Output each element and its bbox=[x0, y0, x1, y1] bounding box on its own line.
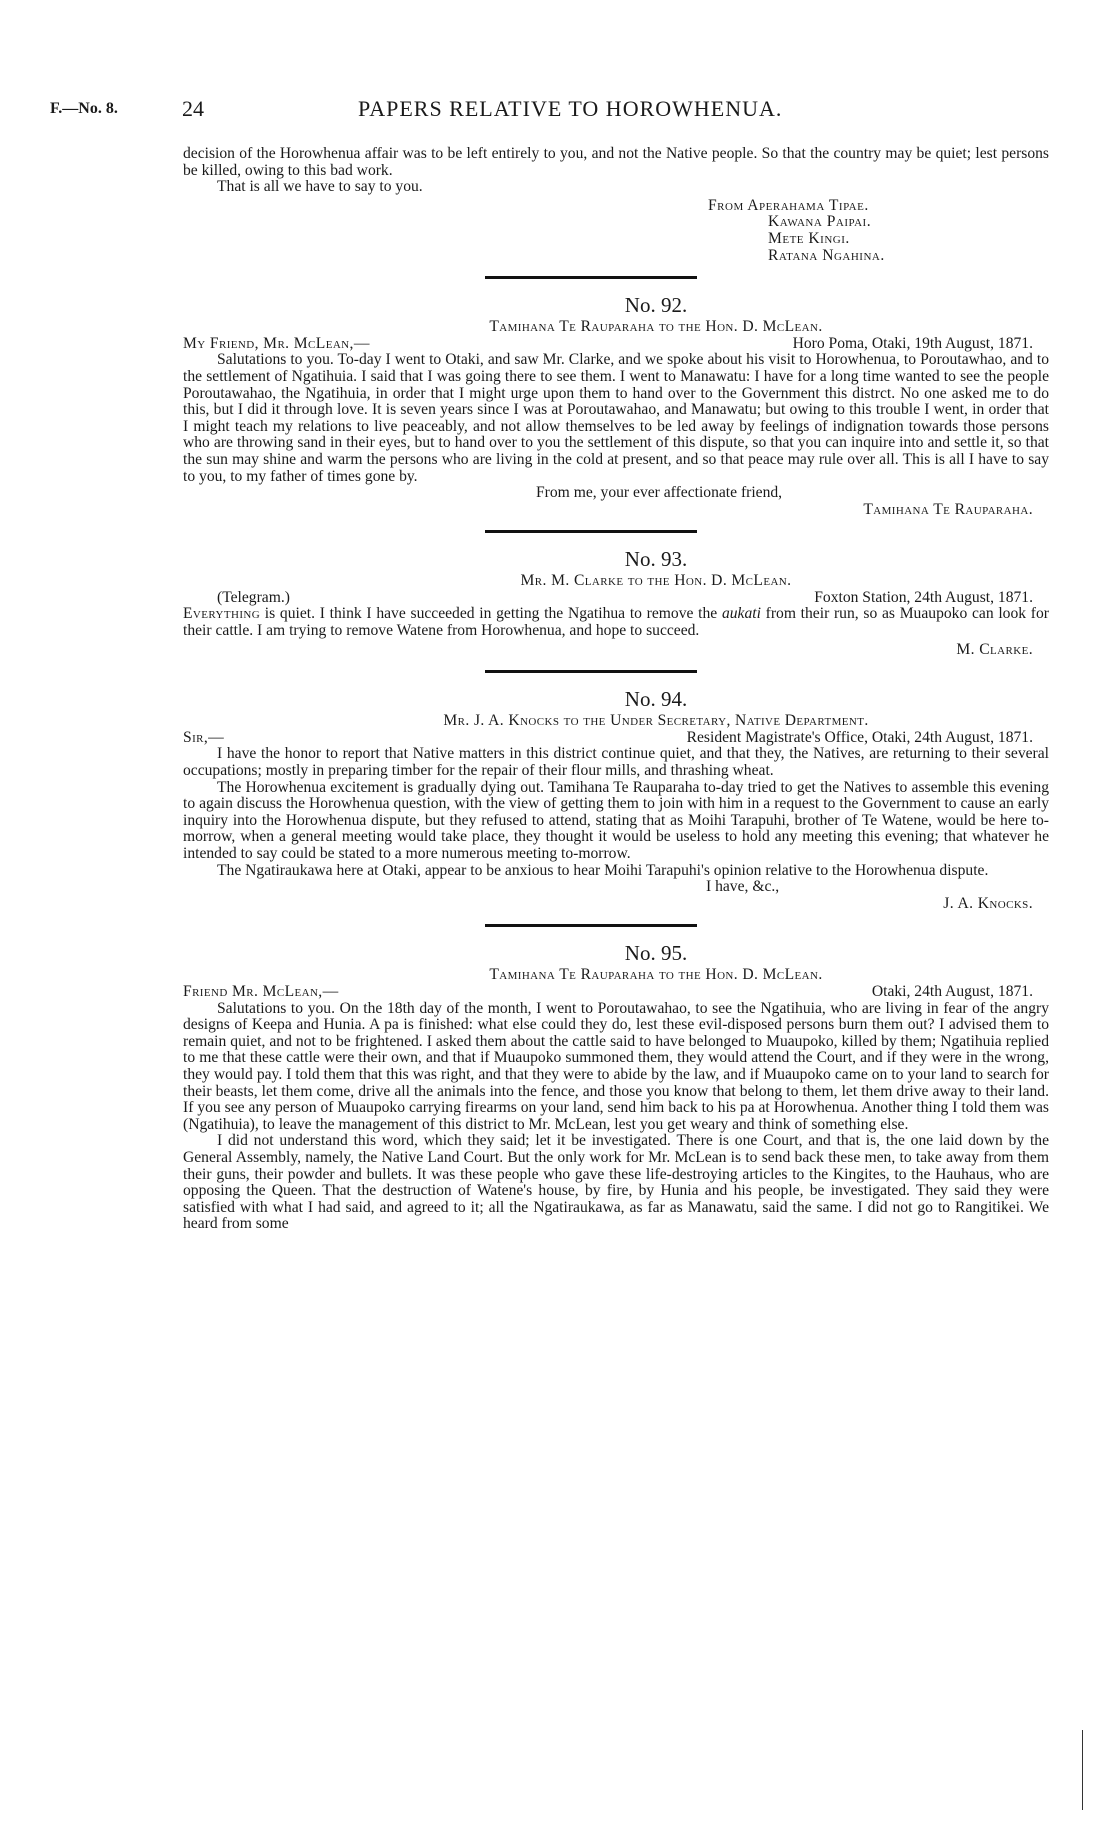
document-reference: F.—No. 8. bbox=[50, 100, 118, 117]
salutation: My Friend, Mr. McLean,— bbox=[183, 334, 370, 352]
page-header bbox=[0, 96, 1114, 130]
place-date: Horo Poma, Otaki, 19th August, 1871. bbox=[792, 334, 1033, 352]
section-divider bbox=[485, 276, 697, 279]
section-divider bbox=[485, 924, 697, 927]
place-date: Otaki, 24th August, 1871. bbox=[871, 982, 1033, 1000]
italic-term: aukati bbox=[721, 605, 761, 623]
letter-heading: Tamihana Te Rauparaha to the Hon. D. McLean. bbox=[489, 966, 823, 984]
section-divider bbox=[485, 670, 697, 673]
signature: J. A. Knocks. bbox=[943, 894, 1033, 912]
letter-heading: Tamihana Te Rauparaha to the Hon. D. McLean. bbox=[489, 318, 823, 336]
salutation-row bbox=[183, 730, 1049, 747]
page-number: 24 bbox=[182, 96, 204, 121]
document-body bbox=[183, 146, 1049, 1233]
letter-number: No. 92. bbox=[624, 293, 688, 318]
signature: M. Clarke. bbox=[956, 640, 1033, 658]
letter-paragraph bbox=[183, 606, 1049, 639]
letter-94 bbox=[183, 687, 1049, 912]
letter-paragraph: I did not understand this word, which they said; let it be investigated. There is one Court, and that is, the one laid down by the General Assembly, namely, the Native Land Court. But the only work for Mr. McLean is to send back these men, to take away from them their guns, their powder and bullets. It was these people who gave these life-destroying articles to the Kingites, to the Hauhaus, who are opposing the Queen. That the destruction of Watene's house, by fire, by Hunia and his people, be investigated. They said they were satisfied with what I had said, and agreed to it; all the Ngatiraukawa, as far as Manawatu, said the same. I did not go to Rangitikei. We heard from some bbox=[183, 1132, 1049, 1233]
closing: From me, your ever affectionate friend, bbox=[536, 484, 783, 502]
letter-paragraph: The Ngatiraukawa here at Otaki, appear to be anxious to hear Moihi Tarapuhi's opinion relative to the Horowhenua dispute. bbox=[217, 861, 989, 879]
letter-number: No. 93. bbox=[624, 547, 688, 572]
letter-95 bbox=[183, 941, 1049, 1233]
letter-paragraph: Salutations to you. To-day I went to Otaki, and saw Mr. Clarke, and we spoke about his visit to Horowhenua, to Poroutawhao, and to the settlement of Ngatihuia. I said that I was going there to see them. I went to Manawatu: I have for a long time wanted to see the people Poroutawahao, the Ngatihuia, in order that I might urge upon them to hand over to the Government this distrct. No one asked me to do this, but I did it through love. It is seven years since I was at Poroutawahao, and Manawatu; but owing to this trouble I went, in order that I might teach my relations to live peaceably, and not allow themselves to be led away by feelings of indignation towards those persons who are throwing sand in their eyes, but to hand over to you the settlement of this dispute, so that you can inquire into and settle it, so that the sun may shine and warm the persons who are living in the cold at present, and so that peace may rule over all. This is all I have to say to you, to my father of times gone by. bbox=[183, 351, 1049, 485]
telegram-label: (Telegram.) bbox=[217, 588, 290, 606]
paragraph-text: is quiet. I think I have succeeded in getting the Ngatihua to remove the bbox=[260, 605, 722, 623]
signature: Tamihana Te Rauparaha. bbox=[863, 500, 1033, 518]
lead-word: Everything bbox=[183, 605, 261, 623]
salutation: Sir,— bbox=[183, 728, 225, 746]
place-date: Resident Magistrate's Office, Otaki, 24th August, 1871. bbox=[686, 728, 1033, 746]
letter-heading: Mr. J. A. Knocks to the Under Secretary, Native Department. bbox=[443, 712, 869, 730]
salutation: Friend Mr. McLean,— bbox=[183, 982, 339, 1000]
signatory: Kawana Paipai. bbox=[768, 213, 872, 231]
signatory: Mete Kingi. bbox=[768, 229, 850, 247]
letter-paragraph: I have the honor to report that Native matters in this district continue quiet, and that they, the Natives, are returning to their several occupations; mostly in preparing timber for the repair of their flour mills, and thrashing wheat. bbox=[183, 745, 1049, 780]
paragraph-text: from their run, so as Muaupoko can look for their cattle. I am trying to remove Watene from Horowhenua, and hope to succeed. bbox=[183, 605, 1049, 640]
letter-heading: Mr. M. Clarke to the Hon. D. McLean. bbox=[520, 572, 792, 590]
salutation-row bbox=[183, 984, 1049, 1001]
letter-93 bbox=[183, 547, 1049, 658]
margin-mark bbox=[1082, 1730, 1083, 1810]
signatory-block bbox=[708, 198, 1049, 264]
place-date: Foxton Station, 24th August, 1871. bbox=[814, 588, 1033, 606]
intro-paragraph: That is all we have to say to you. bbox=[217, 178, 423, 196]
running-title: PAPERS RELATIVE TO HOROWHENUA. bbox=[358, 96, 783, 121]
salutation-row bbox=[183, 336, 1049, 353]
letter-paragraph: Salutations to you. On the 18th day of the month, I went to Poroutawahao, to see the Ngatihuia, who are living in fear of the angry designs of Keepa and Hunia. A pa is finished: what else could they do, lest these evil-disposed persons burn them out? I advised them to remain quiet, and not to be frightened. I asked them about the cattle said to have belonged to Muaupoko, killed by them; Ngatihuia replied to me that these cattle were their own, and that if Muaupoko summoned them, they would attend the Court, and if they were in the wrong, they would pay. I told them that this was right, and that they were to abide by the law, and if Muaupoko came on to your land to search for their beasts, let them come, drive all the animals into the fence, and those you know that belong to them, let them drive away to their land. If you see any person of Muaupoko carrying firearms on your land, send him back to his pa at Horowhenua. Another thing I told them was (Ngatihuia), to leave the management of this district to Mr. McLean, lest you get weary and think of something else. bbox=[183, 999, 1049, 1133]
closing: I have, &c., bbox=[706, 878, 780, 896]
letter-number: No. 95. bbox=[624, 941, 688, 966]
salutation-row bbox=[183, 590, 1049, 607]
signatory: From Aperahama Tipae. bbox=[708, 196, 869, 214]
letter-92 bbox=[183, 293, 1049, 518]
intro-paragraph: decision of the Horowhenua affair was to be left entirely to you, and not the Native people. So that the country may be quiet; lest persons be killed, owing to this bad work. bbox=[183, 145, 1049, 179]
letter-paragraph: The Horowhenua excitement is gradually dying out. Tamihana Te Rauparaha to-day tried to get the Natives to assemble this evening to again discuss the Horowhenua question, with the view of getting them to join with him in a request to the Government to cause an early inquiry into the Horowhenua dispute, but they refused to attend, stating that as Moihi Tarapuhi, brother of Te Watene, would be here to-morrow, when a general meeting would take place, they thought it would be useless to hold any meeting this evening; that whatever he intended to say could be stated to a more numerous meeting to-morrow. bbox=[183, 778, 1049, 862]
letter-number: No. 94. bbox=[624, 687, 688, 712]
section-divider bbox=[485, 530, 697, 533]
signatory: Ratana Ngahina. bbox=[768, 246, 885, 264]
